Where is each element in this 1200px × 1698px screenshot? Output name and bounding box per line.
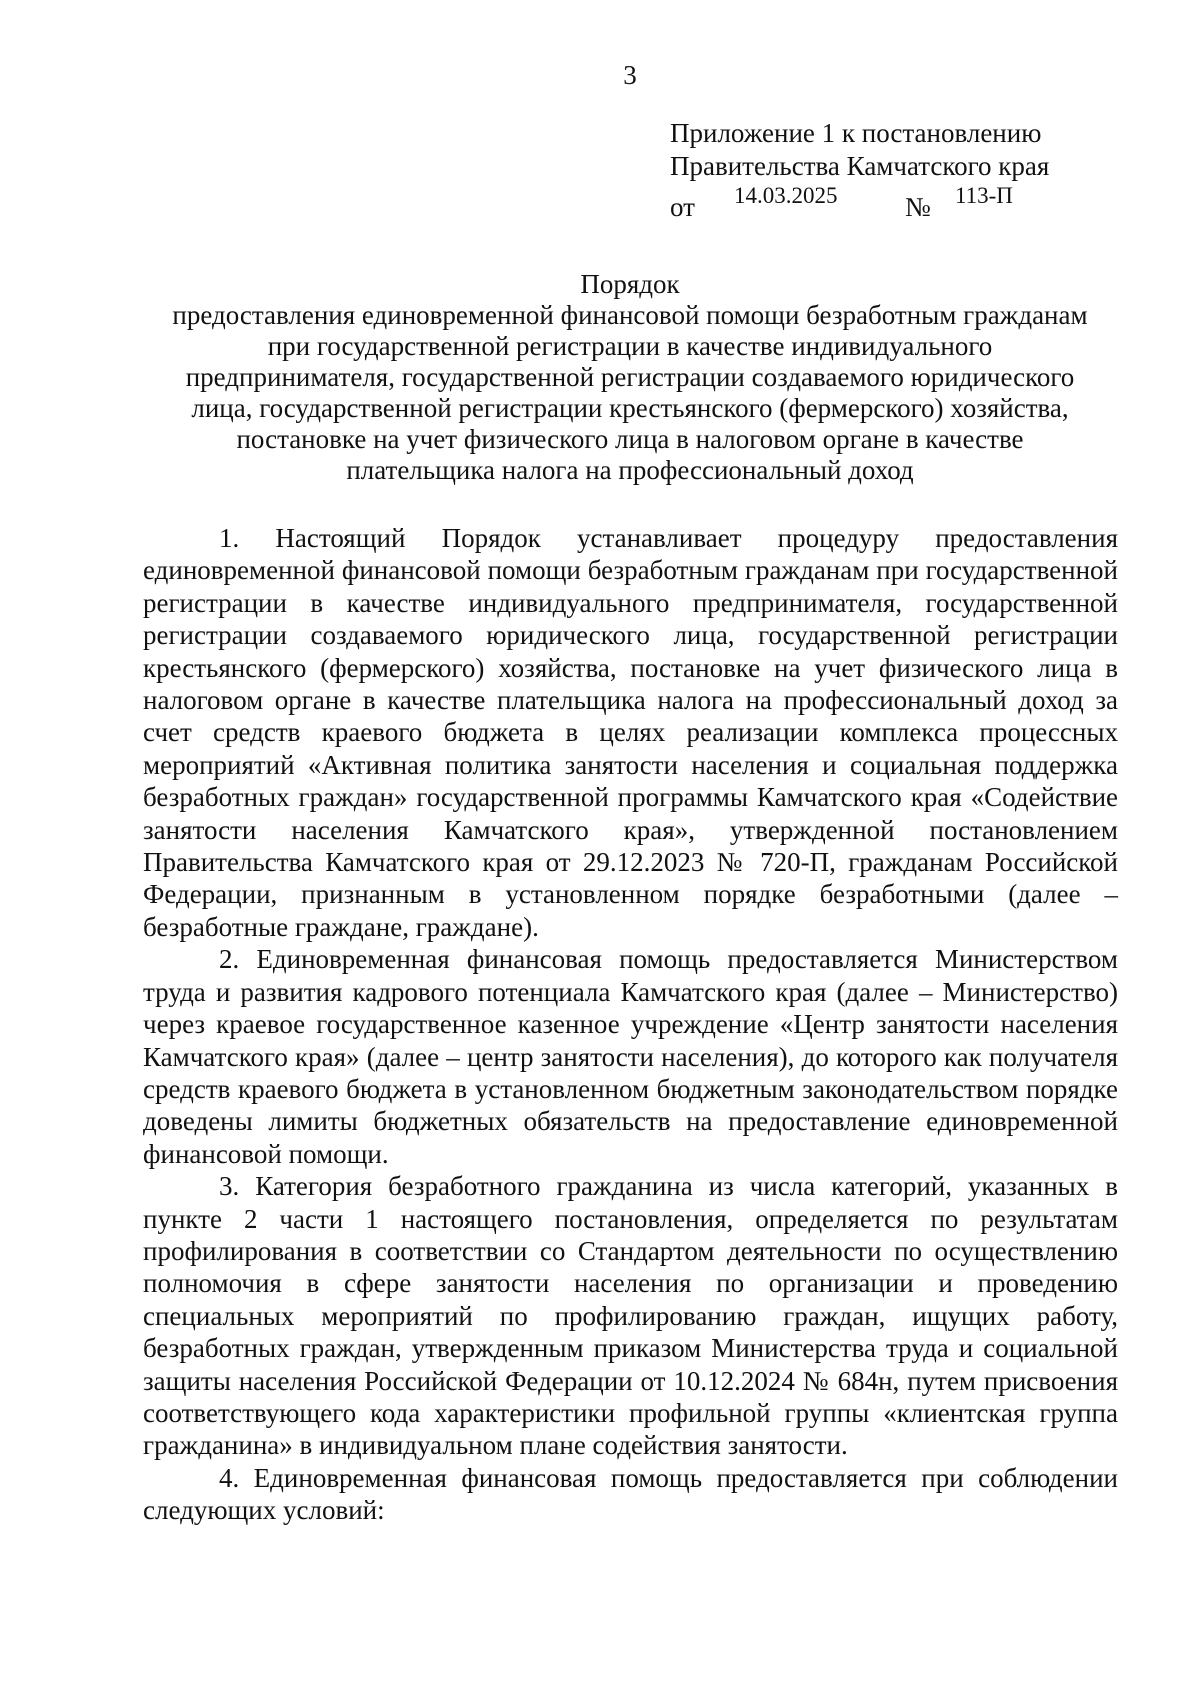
paragraph-3: 3. Категория безработного гражданина из числа категорий, указанных в пункте 2 части 1 настоящего постановления, определяется по результатам профилирования в соответствии со Стандартом деятельности по осуществлению полномочия в сфере занятости населения по организации и проведению специальных мероприятий по профилированию граждан, ищущих работу, безработных граждан, утвержденным приказом Министерства труда и социальной защиты населения Российской Федерации от 10.12.2024 № 684н, путем присвоения соответствующего кода характеристики профильной группы «клиентская группа гражданина» в индивидуальном плане содействия занятости. [143,1171,1118,1461]
title-line: постановке на учет физического лица в налоговом органе в качестве [236,424,1024,454]
paragraph-4: 4. Единовременная финансовая помощь предоставляется при соблюдении следующих условий: [143,1462,1118,1526]
resolution-date: 14.03.2025 [734,183,838,208]
paragraph-2: 2. Единовременная финансовая помощь предоставляется Министерством труда и развития кадрового потенциала Камчатского края (далее – Министерство) через краевое государственное казенное учреждение «Центр занятости населения Камчатского края» (далее – центр занятости населения), до которого как получателя средств краевого бюджета в установленном бюджетным законодательством порядке доведены лимиты бюджетных обязательств на предоставление единовременной финансовой помощи. [143,944,1118,1169]
title-line: предпринимателя, государственной регистрации создаваемого юридического [185,362,1075,392]
title-line: лица, государственной регистрации крестьянского (фермерского) хозяйства, [191,393,1069,423]
ot-label: от [670,192,695,222]
title-line: плательщика налога на профессиональный доход [346,455,914,485]
paragraph-1: 1. Настоящий Порядок устанавливает процедуру предоставления единовременной финансовой помощи безработным гражданам при государственной регистрации в качестве индивидуального предпринимателя, государственной регистрации создаваемого юридического лица, государственной регистрации крестьянского (фермерского) хозяйства, постановке на учет физического лица в налоговом органе в качестве плательщика налога на профессиональный доход за счет средств краевого бюджета в целях реализации комплекса процессных мероприятий «Активная политика занятости населения и социальная поддержка безработных граждан» государственной программы Камчатского края «Содействие занятости населения Камчатского края», утвержденной постановлением Правительства Камчатского края от 29.12.2023 № 720-П, гражданам Российской Федерации, признанным в установленном порядке безработными (далее – безработные граждане, граждане). [143,523,1118,942]
document-title [140,269,1120,486]
page-number: 3 [623,60,637,90]
title-line: предоставления единовременной финансовой помощи безработным гражданам [172,300,1088,330]
appendix-line-2: Правительства Камчатского края [670,151,1050,181]
appendix-line-1: Приложение 1 к постановлению [670,118,1042,148]
number-sign: № [905,192,931,222]
title-heading: Порядок [580,269,680,299]
appendix-date-line [670,183,1130,222]
document-body [143,522,1118,1527]
title-line: при государственной регистрации в качестве индивидуального [267,331,993,361]
appendix-header [670,117,1130,222]
resolution-number: 113-П [955,183,1013,208]
